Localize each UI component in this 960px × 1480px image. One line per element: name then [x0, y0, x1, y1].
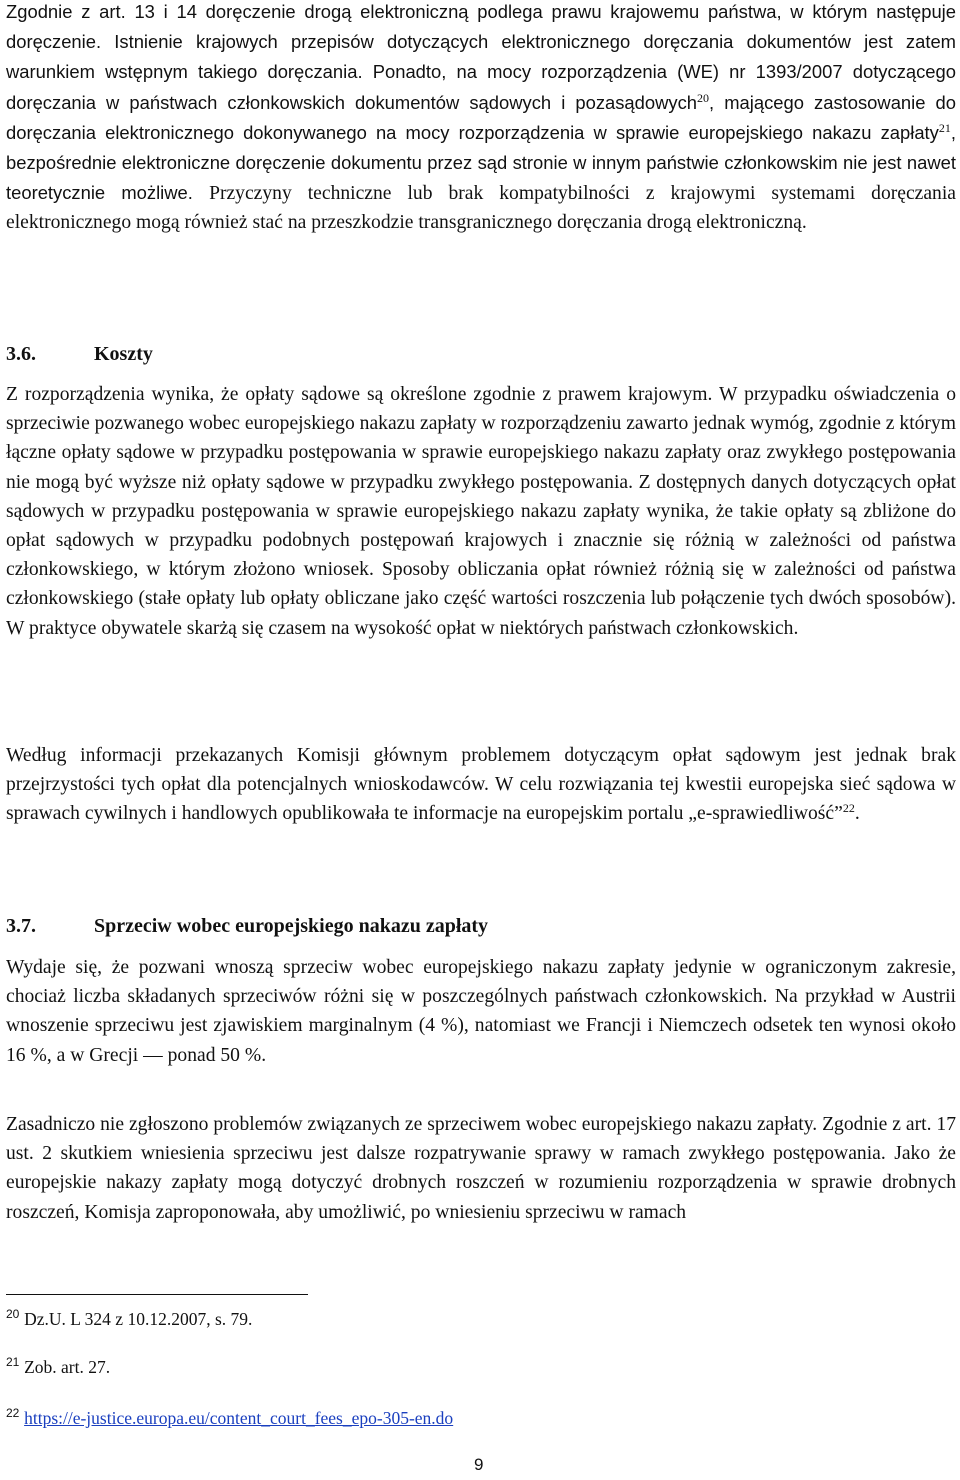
- footnote-21: $^{21}$ Zob. art. 27.: [6, 1355, 111, 1377]
- footnote-22: $^{22}$ https://e-justice.europa.eu/content_court_fees_epo-305-en.do: [6, 1406, 454, 1428]
- section-title: Koszty: [94, 343, 153, 365]
- section-heading-opposition: [6, 912, 488, 940]
- paragraph-opposition-rates: Wydaje się, że pozwani wnoszą sprzeciw wobec europejskiego nakazu zapłaty jedynie w ograniczonym zakresie, chociaż liczba składanych sprzeciwów różni się w poszczególnych państwach członkowskich. Na przykład w Austrii wnoszenie sprzeciwu jest zjawiskiem marginalnym (4 %), natomiast we Francji i Niemczech odsetek ten wynosi około 16 %, a w Grecji — ponad 50 %.: [6, 957, 956, 1066]
- paragraph-electronic-service: Zgodnie z art. 13 i 14 doręczenie drogą elektroniczną podlega prawu krajowemu państwa, w którym następuje doręczenie. Istnienie krajowych przepisów dotyczących elektronicznego doręczania dokumentów jest zatem warunkiem wstępnym takiego doręczania. Ponadto, na mocy rozporządzenia (WE) nr 1393/2007 dotyczącego doręczania w państwach członkowskich dokumentów sądowych i pozasądowych$^{20}$, mającego zastosowanie do doręczania elektronicznego dokonywanego na mocy rozporządzenia w sprawie europejskiego nakazu zapłaty$^{21}$, bezpośrednie elektroniczne doręczenie dokumentu przez sąd stronie w innym państwie członkowskim nie jest nawet teoretycznie możliwe. Przyczyny techniczne lub brak kompatybilności z krajowymi systemami doręczania elektronicznego mogą również stać na przeszkodzie transgranicznego doręczania drogą elektroniczną.: [6, 1, 956, 234]
- page-number: 9: [474, 1455, 484, 1474]
- paragraph-court-fees: Z rozporządzenia wynika, że opłaty sądowe są określone zgodnie z prawem krajowym. W przypadku oświadczenia o sprzeciwie pozwanego wobec europejskiego nakazu zapłaty w rozporządzeniu zawarto jednak wymóg, zgodnie z którym łączne opłaty sądowe w przypadku postępowania w sprawie europejskiego nakazu zapłaty oraz zwykłego postępowania nie mogą być wyższe niż opłaty sądowe w przypadku zwykłego postępowania. Z dostępnych danych dotyczących opłat sądowych w przypadku postępowania w sprawie europejskiego nakazu zapłaty wynika, że takie opłaty są zbliżone do opłat sądowych w przypadku podobnych postępowań krajowych i znacznie się różnią w zależności od państwa członkowskiego, w którym złożono wniosek. Sposoby obliczania opłat również różnią się w zależności od państwa członkowskiego (stałe opłaty lub opłaty obliczane jako część wartości roszczenia lub połączenie tych dwóch sposobów). W praktyce obywatele skarżą się czasem na wysokość opłat w niektórych państwach członkowskich.: [6, 384, 957, 639]
- footnote-separator: [6, 1294, 308, 1295]
- section-heading-costs: [6, 340, 153, 368]
- footnote-ref-21[interactable]: 21: [938, 120, 951, 135]
- footnote-ref-22[interactable]: 22: [842, 801, 855, 816]
- paragraph-fee-transparency: Według informacji przekazanych Komisji głównym problemem dotyczącym opłat sądowym jest jednak brak przejrzystości tych opłat dla potencjalnych wnioskodawców. W celu rozwiązania tej kwestii europejska sieć sądowa w sprawach cywilnych i handlowych opublikowała te informacje na europejskim portalu „e-sprawiedliwość”$^{22}$.: [6, 745, 956, 825]
- section-title: Sprzeciw wobec europejskiego nakazu zapłaty: [94, 915, 489, 937]
- footnote-link[interactable]: https://e-justice.europa.eu/content_court_fees_epo-305-en.do: [24, 1408, 454, 1428]
- footnote-20: $^{20}$ Dz.U. L 324 z 10.12.2007, s. 79.: [6, 1307, 253, 1329]
- section-number: 3.7.: [6, 915, 36, 937]
- paragraph-opposition-problems: Zasadniczo nie zgłoszono problemów związanych ze sprzeciwem wobec europejskiego nakazu zapłaty. Zgodnie z art. 17 ust. 2 skutkiem wniesienia sprzeciwu jest dalsze rozpatrywanie sprawy w ramach zwykłego postępowania. Jako że europejskie nakazy zapłaty mogą dotyczyć drobnych roszczeń w rozumieniu rozporządzenia w sprawie drobnych roszczeń, Komisja zaproponowała, aby umożliwić, po wniesieniu sprzeciwu w ramach: [6, 1114, 956, 1223]
- section-number: 3.6.: [6, 343, 36, 365]
- footnote-ref-20[interactable]: 20: [697, 90, 710, 105]
